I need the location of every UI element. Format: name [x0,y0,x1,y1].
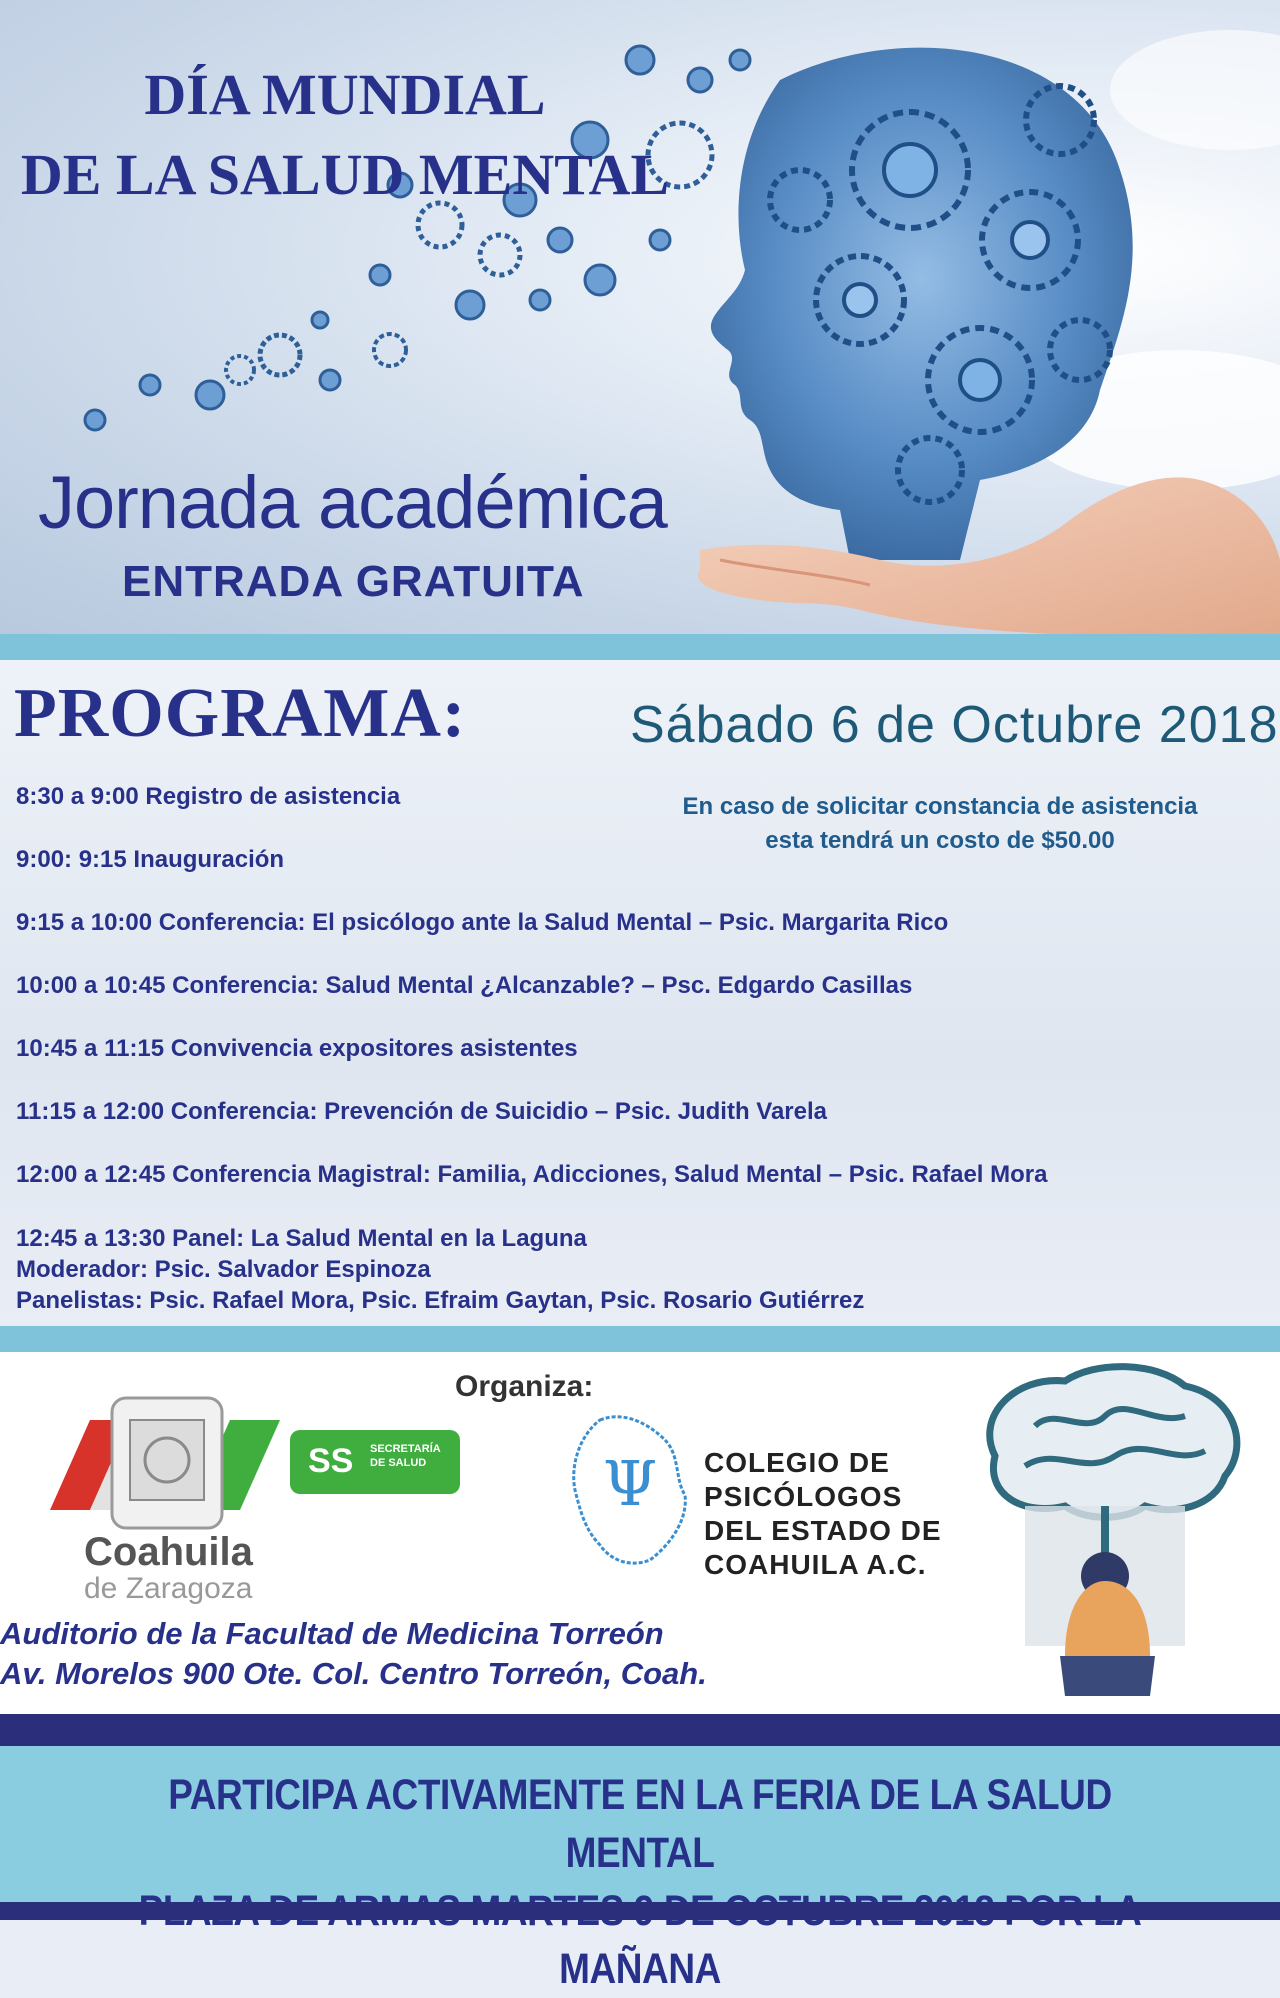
schedule-item: 10:00 a 10:45 Conferencia: Salud Mental ¿Alcanzable? – Psc. Edgardo Casillas [16,972,913,999]
organizers-section [0,1352,1280,1714]
psi-symbol: Ψ [602,1447,658,1520]
colegio-name-line3: DEL ESTADO DE [704,1515,942,1546]
brain-person-illustration [955,1356,1255,1706]
venue-address-line1: Auditorio de la Facultad de Medicina Torreón [0,1616,664,1651]
schedule-item: 9:15 a 10:00 Conferencia: El psicólogo ante la Salud Mental – Psic. Margarita Rico [16,909,949,936]
schedule-item: 9:00: 9:15 Inauguración [16,846,285,873]
ss-text-line2: DE SALUD [370,1457,427,1469]
ss-text [370,1442,441,1470]
colegio-name [704,1446,942,1582]
panel-panelists: Panelistas: Psic. Rafael Mora, Psic. Efraim Gaytan, Psic. Rosario Gutiérrez [16,1287,865,1314]
panel-moderator: Moderador: Psic. Salvador Espinoza [16,1256,431,1283]
venue-address-line2: Av. Morelos 900 Ote. Col. Centro Torreón, Coah. [0,1656,707,1691]
schedule-item: 8:30 a 9:00 Registro de asistencia [16,783,401,810]
venue-address [0,1614,707,1694]
organizers-label: Organiza: [455,1370,594,1403]
coahuila-logo [50,1390,290,1540]
divider-band-top [0,634,1280,660]
hand [698,477,1280,634]
footer [0,1746,1280,1993]
schedule-item-panel [16,1223,1256,1316]
header [0,0,1280,634]
footer-line1: PARTICIPA ACTIVAMENTE EN LA FERIA DE LA SALUD MENTAL [168,1771,1112,1877]
event-date: Sábado 6 de Octubre 2018 [630,696,1279,754]
colegio-name-line2: PSICÓLOGOS [704,1481,903,1512]
footer-line2: MAÑANA [559,1945,721,1993]
free-entry-label: ENTRADA GRATUITA [122,557,585,606]
footer-bottom-band [0,1902,1280,1920]
footer-dark-band [0,1714,1280,1746]
subtitle: Jornada académica [38,461,667,544]
program-section [0,660,1280,1326]
event-title [0,55,690,215]
schedule-item: 12:00 a 12:45 Conferencia Magistral: Familia, Adicciones, Salud Mental – Psic. Rafael Mora [16,1161,1048,1188]
event-title-line2: DE LA SALUD MENTAL [20,142,670,207]
divider-band-middle [0,1326,1280,1352]
schedule-item: 11:15 a 12:00 Conferencia: Prevención de Suicidio – Psic. Judith Varela [16,1098,828,1125]
colegio-name-line1: COLEGIO DE [704,1447,890,1478]
head-silhouette [711,48,1133,560]
schedule-list [16,782,1256,1316]
event-title-line1: DÍA MUNDIAL [144,62,546,127]
colegio-name-line4: COAHUILA A.C. [704,1549,927,1580]
ss-letters: SS [308,1442,354,1480]
certificate-note-line2: esta tendrá un costo de $50.00 [765,827,1115,854]
ss-text-line1: SECRETARÍA [370,1443,441,1455]
certificate-note-line1: En caso de solicitar constancia de asistencia [682,793,1198,820]
schedule-item: 10:45 a 11:15 Convivencia expositores asistentes [16,1035,578,1062]
footer-text [90,1766,1191,1998]
panel-title: 12:45 a 13:30 Panel: La Salud Mental en la Laguna [16,1225,587,1252]
zaragoza-wordmark: de Zaragoza [84,1572,253,1605]
secretaria-salud-logo [290,1430,460,1494]
coahuila-wordmark: Coahuila [84,1530,253,1574]
program-heading: PROGRAMA: [14,675,467,752]
colegio-map-logo [570,1410,690,1570]
